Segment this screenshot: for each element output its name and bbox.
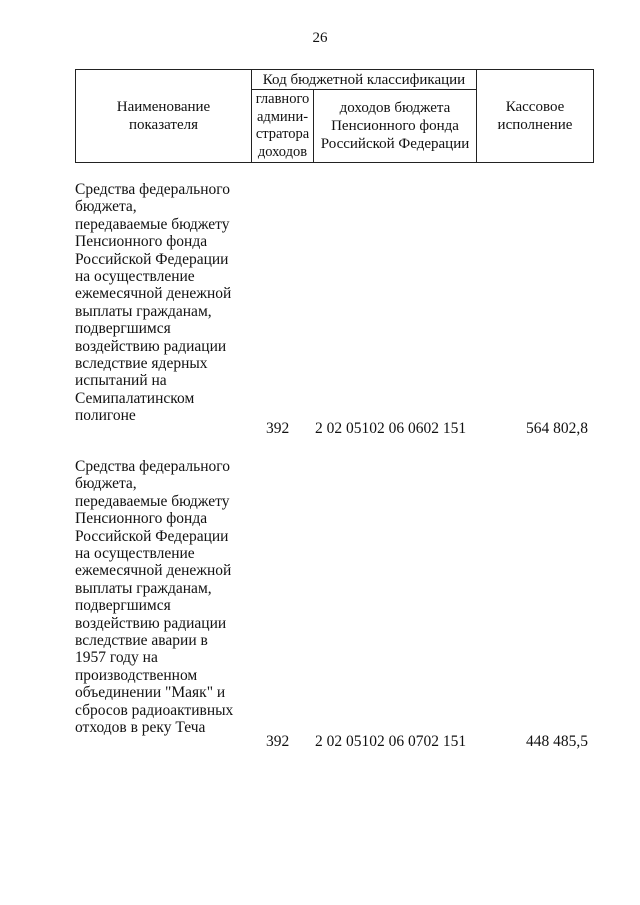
page-number: 26 — [312, 30, 328, 46]
header-budget-code-group — [251, 69, 477, 90]
row-amount: 448 485,5 — [526, 733, 588, 750]
row-amount: 564 802,8 — [526, 420, 588, 437]
header-indicator-name-text: Наименование показателя — [116, 99, 211, 133]
row-admin-code: 392 — [266, 733, 290, 750]
header-indicator-name — [75, 69, 252, 163]
row-indicator-name: Средства федерального бюджета, передаваемые бюджету Пенсионного фонда Российской Федерации на осуществление ежемесячной денежной выплаты гражданам, подвергшимся воздействию радиации вследствие ядерных испытаний на Семипалатинском полигоне — [75, 181, 232, 425]
row-income-code: 2 02 05102 06 0702 151 — [315, 733, 467, 750]
header-chief-admin — [251, 89, 314, 163]
row-income-code: 2 02 05102 06 0602 151 — [315, 420, 467, 437]
header-pension-fund-income — [313, 89, 477, 163]
header-cash-execution — [476, 69, 594, 163]
header-pension-fund-income-text: доходов бюджета Пенсионного фонда Российской Федерации — [320, 100, 470, 152]
row-indicator-name: Средства федерального бюджета, передаваемые бюджету Пенсионного фонда Российской Федерации на осуществление ежемесячной денежной выплаты гражданам, подвергшимся воздействию радиации вследствие аварии в 1957 году на производственном объединении "Маяк" и сбросов радиоактивных отходов в реку Теча — [75, 458, 234, 737]
row-admin-code: 392 — [266, 420, 290, 437]
header-chief-admin-text: главного админи- стратора доходов — [255, 91, 310, 160]
header-budget-code-group-text: Код бюджетной классификации — [262, 71, 466, 88]
header-cash-execution-text: Кассовое исполнение — [497, 99, 573, 133]
